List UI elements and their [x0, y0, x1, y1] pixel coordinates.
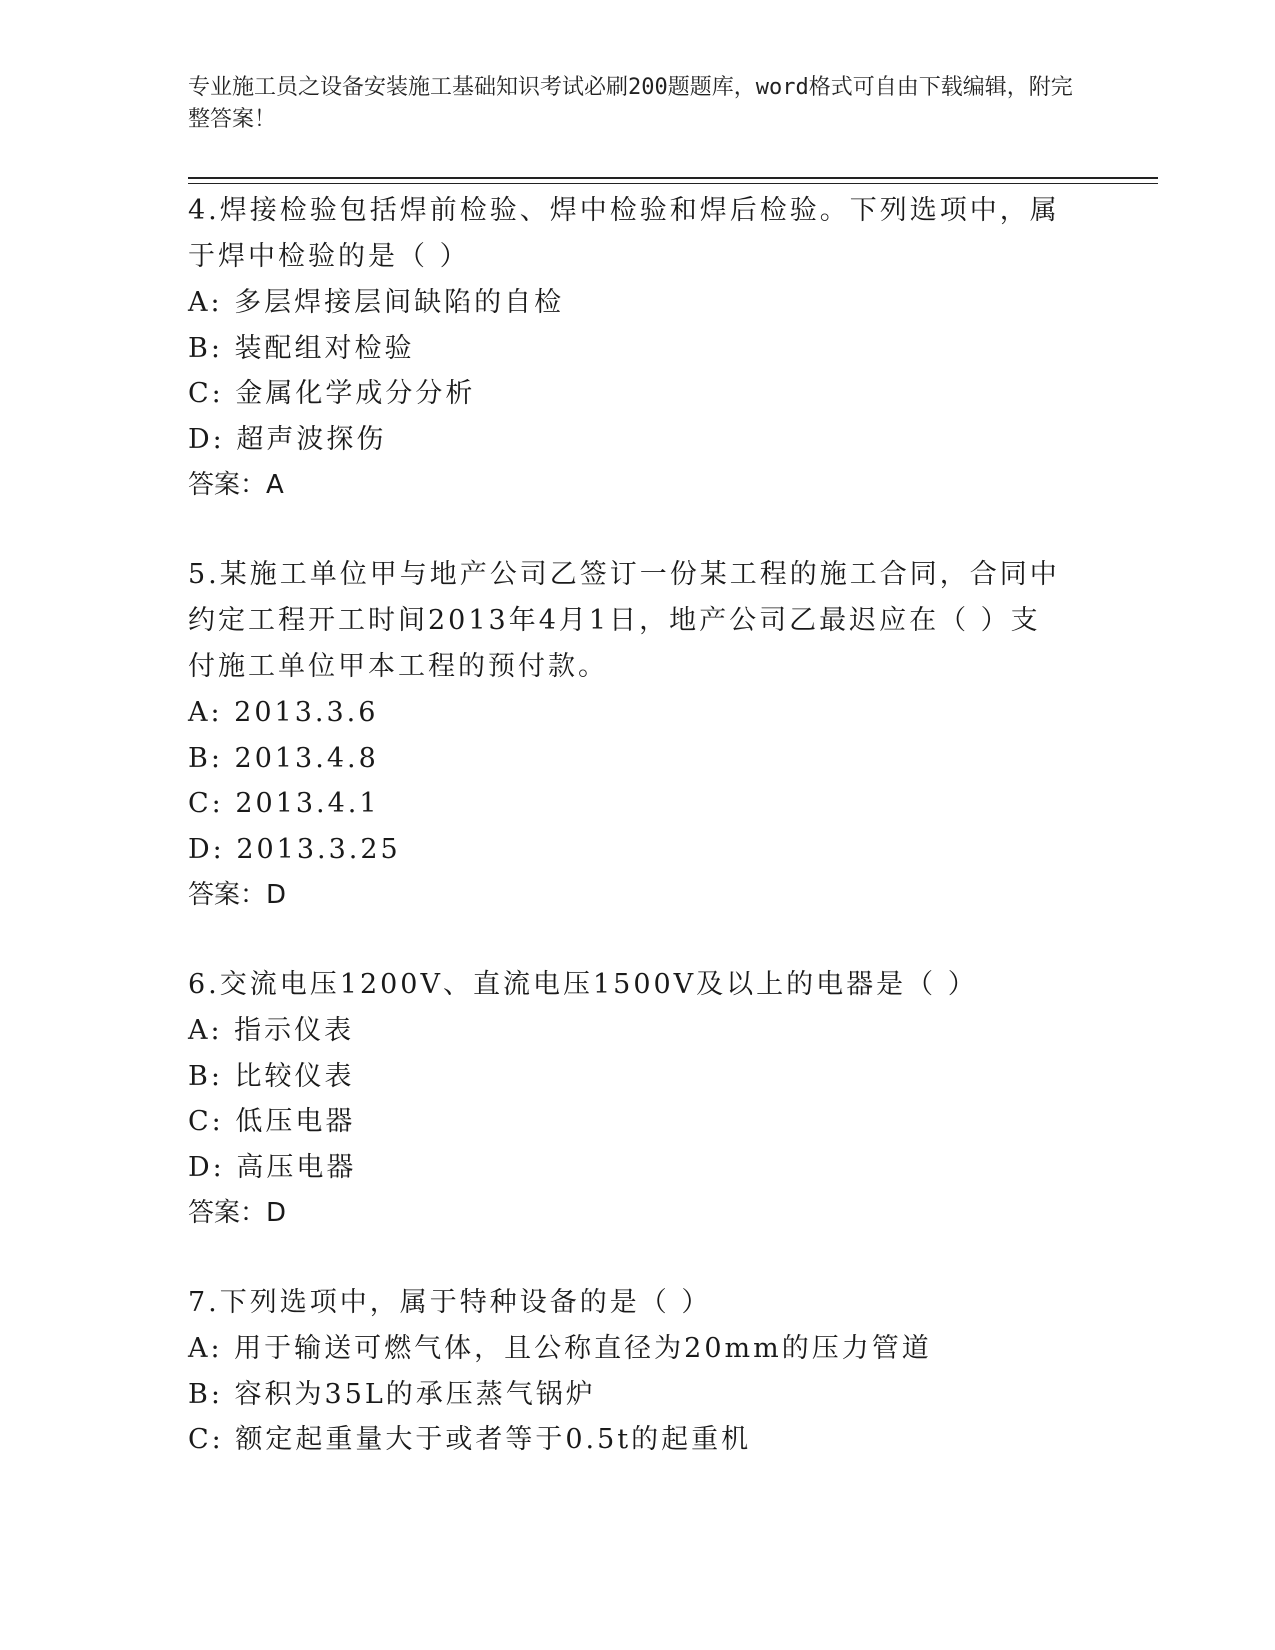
option-c: C: 低压电器 — [188, 1106, 356, 1137]
question-stem: 7.下列选项中，属于特种设备的是（ ） — [188, 1287, 712, 1318]
answer: 答案：D — [188, 880, 287, 910]
answer: 答案：A — [188, 470, 284, 500]
question-5 — [188, 552, 1068, 918]
question-stem: 5.某施工单位甲与地产公司乙签订一份某工程的施工合同，合同中约定工程开工时间2013年4月1日，地产公司乙最迟应在（ ）支付施工单位甲本工程的预付款。 — [188, 559, 1060, 682]
option-a: A: 2013.3.6 — [188, 697, 379, 728]
document-page — [188, 0, 1158, 1650]
answer: 答案：D — [188, 1198, 287, 1228]
question-list — [188, 188, 1068, 1463]
header-divider — [188, 177, 1158, 179]
option-d: D: 超声波探伤 — [188, 423, 387, 455]
option-d: D: 高压电器 — [188, 1151, 357, 1183]
option-a: A: 用于输送可燃气体，且公称直径为20mm的压力管道 — [188, 1333, 932, 1364]
option-b: B: 比较仪表 — [188, 1060, 355, 1092]
option-b: B: 容积为35L的承压蒸气锅炉 — [188, 1378, 596, 1410]
option-c: C: 2013.4.1 — [188, 788, 380, 819]
option-c: C: 金属化学成分分析 — [188, 378, 476, 409]
question-stem: 6.交流电压1200V、直流电压1500V及以上的电器是（ ） — [188, 969, 978, 1000]
option-b: B: 装配组对检验 — [188, 332, 415, 364]
document-header: 专业施工员之设备安装施工基础知识考试必刷200题题库，word格式可自由下载编辑，附完整答案！ — [188, 75, 1073, 132]
question-stem: 4.焊接检验包括焊前检验、焊中检验和焊后检验。下列选项中，属于焊中检验的是（ ） — [188, 195, 1060, 272]
option-b: B: 2013.4.8 — [188, 742, 379, 774]
header-divider-thin — [188, 183, 1158, 184]
question-7 — [188, 1280, 1068, 1463]
option-a: A: 多层焊接层间缺陷的自检 — [188, 287, 565, 318]
option-c: C: 额定起重量大于或者等于0.5t的起重机 — [188, 1424, 752, 1455]
option-a: A: 指示仪表 — [188, 1015, 355, 1046]
option-d: D: 2013.3.25 — [188, 833, 401, 865]
question-6 — [188, 962, 1068, 1236]
question-4 — [188, 188, 1068, 508]
